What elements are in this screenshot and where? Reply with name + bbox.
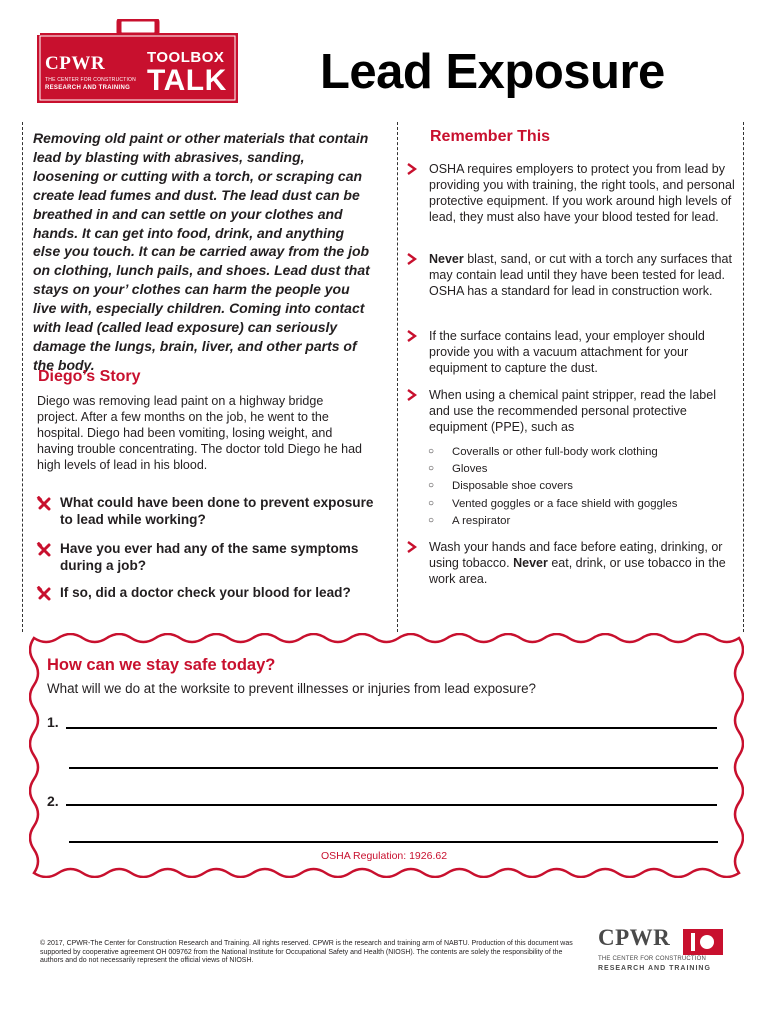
footer-logo-subtitle-2: RESEARCH AND TRAINING <box>598 965 711 972</box>
question-item <box>36 540 386 574</box>
page-title: Lead Exposure <box>320 45 665 99</box>
remember-item <box>407 387 737 435</box>
toolbox-talk-logo <box>37 19 238 103</box>
footer-logo-org: CPWR <box>598 925 671 950</box>
question-item <box>36 494 386 528</box>
center-divider <box>397 122 398 632</box>
cpwr-mark-icon <box>683 929 723 955</box>
remember-text: OSHA requires employers to protect you from lead by providing you with training, the right tools, and personal protective equipment. If you work around high levels of lead, they must also have your blood tested for lead. <box>429 162 735 224</box>
ppe-item <box>428 497 677 511</box>
bullet-circle-icon: ○ <box>428 498 435 509</box>
remember-text-rest: eat, drink, or use tobacco in the work area. <box>429 556 726 586</box>
tools-icon <box>36 584 60 607</box>
answer-line-2a[interactable] <box>66 804 717 806</box>
footer-copyright: © 2017, CPWR-The Center for Construction Research and Training. All rights reserved. CPWR is the research and training arm of NABTU. Production of this document was supported by cooperative agreement OH 009762 from the National Institute for Occupational Safety and Health (NIOSH). The contents are solely the responsibility of the authors and do not necessarily represent the official views of NIOSH. <box>40 940 573 964</box>
remember-text: When using a chemical paint stripper, read the label and use the recommended personal protective equipment (PPE), such as <box>429 388 716 434</box>
chevron-right-icon <box>407 539 429 587</box>
remember-text-part: Wash your hands and face before eating, drinking, or using tobacco. <box>429 540 723 570</box>
footer-logo-subtitle-1: THE CENTER FOR CONSTRUCTION <box>598 956 707 962</box>
question-item <box>36 584 386 607</box>
remember-text <box>429 251 737 299</box>
ppe-item <box>428 514 510 528</box>
bullet-circle-icon: ○ <box>428 463 435 474</box>
question-text: If so, did a doctor check your blood for lead? <box>60 585 351 600</box>
answer-line-1b[interactable] <box>69 767 718 769</box>
remember-heading: Remember This <box>430 128 551 145</box>
logo-subtitle-2: RESEARCH AND TRAINING <box>45 85 131 91</box>
bullet-circle-icon: ○ <box>428 515 435 526</box>
answer-number-1: 1. <box>47 714 59 730</box>
osha-regulation: OSHA Regulation: 1926.62 <box>320 850 448 862</box>
ppe-item <box>428 462 487 476</box>
safety-box-prompt: What will we do at the worksite to prevent illnesses or injuries from lead exposure? <box>47 681 536 696</box>
remember-text: If the surface contains lead, your employer should provide you with a vacuum attachment for your equipment to capture the dust. <box>429 329 705 375</box>
logo-org-text: CPWR <box>45 53 106 74</box>
ppe-text: Coveralls or other full-body work clothing <box>452 446 658 458</box>
answer-line-1a[interactable] <box>66 727 717 729</box>
answer-line-2b[interactable] <box>69 841 718 843</box>
cpwr-mark-icon <box>37 19 49 35</box>
ppe-text: Gloves <box>452 463 488 475</box>
intro-paragraph: Removing old paint or other materials that contain lead by blasting with abrasives, sanding, loosening or cutting with a torch, or scraping can create lead fumes and dust. The lead dust can be breathed in and can settle on your clothes and hands. It can get into food, drink, and anything else you touch. It can be carried away from the job on clothing, lunch pails, and shoes. Lead dust that stays on your’ clothes can harm the people you live with, especially children. Coming into contact with lead (called lead exposure) can seriously damage the lungs, brain, liver, and other parts of the body. <box>33 130 370 373</box>
left-divider <box>22 122 23 632</box>
bullet-circle-icon: ○ <box>428 446 435 457</box>
never-emphasis: Never <box>429 252 464 266</box>
logo-badge-top: TOOLBOX <box>147 49 225 66</box>
safety-box-title: How can we stay safe today? <box>47 656 276 674</box>
ppe-item <box>428 445 658 459</box>
question-text: What could have been done to prevent exposure to lead while working? <box>60 495 374 527</box>
remember-text-rest: blast, sand, or cut with a torch any surfaces that may contain lead until they have been tested for lead. OSHA has a standard for lead in construction work. <box>429 252 732 298</box>
remember-item <box>407 251 737 299</box>
tools-icon <box>36 540 60 574</box>
remember-item <box>407 161 737 225</box>
chevron-right-icon <box>407 328 429 376</box>
chevron-right-icon <box>407 251 429 299</box>
bullet-circle-icon: ○ <box>428 480 435 491</box>
right-divider <box>743 122 744 632</box>
question-text: Have you ever had any of the same symptoms during a job? <box>60 541 359 573</box>
remember-item <box>407 539 737 587</box>
tools-icon <box>36 494 60 528</box>
never-emphasis: Never <box>513 556 548 570</box>
ppe-text: A respirator <box>452 515 511 527</box>
logo-subtitle-1: THE CENTER FOR CONSTRUCTION <box>45 77 136 83</box>
ppe-item <box>428 479 573 493</box>
answer-number-2: 2. <box>47 793 59 809</box>
logo-badge-bottom: TALK <box>147 64 227 97</box>
ppe-text: Vented goggles or a face shield with goggles <box>452 498 678 510</box>
remember-item <box>407 328 737 376</box>
ppe-text: Disposable shoe covers <box>452 480 573 492</box>
story-heading: Diego’s Story <box>38 368 141 385</box>
remember-text <box>429 539 737 587</box>
chevron-right-icon <box>407 387 429 435</box>
story-text: Diego was removing lead paint on a highway bridge project. After a few months on the job, he went to the hospital. Diego had been vomiting, losing weight, and having trouble concentrating. The doctor told Diego he had high levels of lead in his blood. <box>37 394 362 472</box>
chevron-right-icon <box>407 161 429 225</box>
